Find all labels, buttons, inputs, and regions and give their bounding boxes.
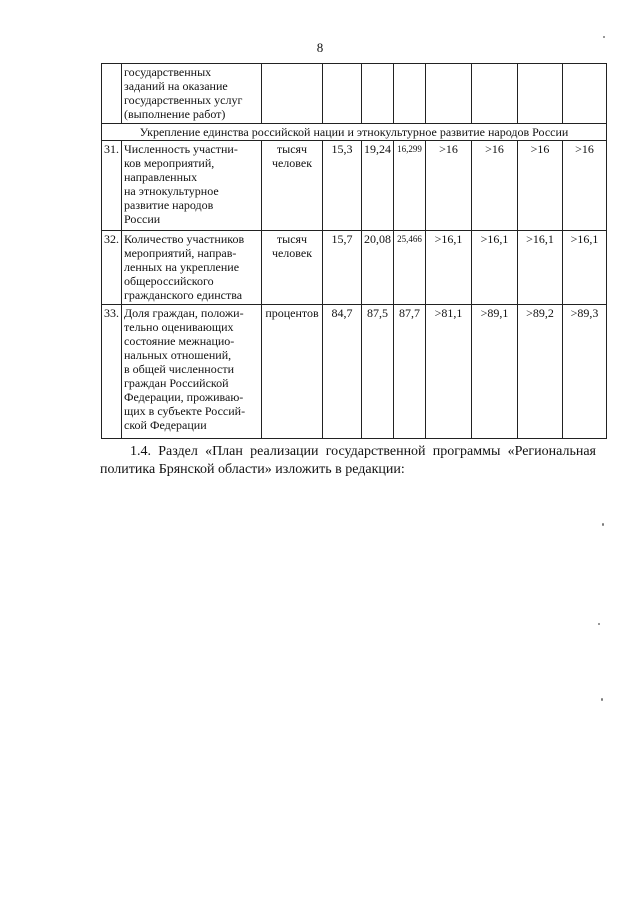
indicator-name-cell	[122, 141, 262, 231]
scan-speck	[601, 698, 603, 701]
value-cell: 15,3	[323, 141, 362, 231]
value-cell: 20,08	[362, 231, 394, 305]
value-cell	[323, 64, 362, 124]
name-line: развитие народов	[124, 198, 214, 212]
value-cell: 87,5	[362, 305, 394, 439]
row-number: 32.	[102, 231, 122, 305]
value-cell: >16,1	[518, 231, 563, 305]
name-line: гражданского единства	[124, 288, 243, 302]
value-cell: >81,1	[426, 305, 472, 439]
name-line: государственных услуг	[124, 93, 243, 107]
indicator-name-cell	[122, 64, 262, 124]
value-cell	[426, 64, 472, 124]
unit-line: тысяч	[276, 232, 308, 246]
name-line: заданий на оказание	[124, 79, 228, 93]
row-number: 33.	[102, 305, 122, 439]
unit-line: процентов	[265, 306, 319, 320]
unit-cell	[262, 64, 323, 124]
value-cell: >16	[563, 141, 607, 231]
unit-line: человек	[271, 246, 313, 260]
value-cell: >89,3	[563, 305, 607, 439]
indicators-table	[101, 63, 607, 439]
value-cell: 87,7	[394, 305, 426, 439]
name-line: граждан Российской	[124, 376, 229, 390]
value-cell: >16	[426, 141, 472, 231]
name-line: ков мероприятий,	[124, 156, 215, 170]
value-cell: >16	[472, 141, 518, 231]
name-line: на этнокультурное	[124, 184, 219, 198]
name-line: государственных	[124, 65, 212, 79]
name-line: нальных отношений,	[124, 348, 232, 362]
value-cell: >89,2	[518, 305, 563, 439]
value-cell	[394, 64, 426, 124]
name-line: Количество участников	[124, 232, 245, 246]
name-line: ленных на укрепление	[124, 260, 240, 274]
name-line: Доля граждан, положи-	[124, 306, 244, 320]
indicator-name-cell	[122, 305, 262, 439]
value-cell: >16,1	[563, 231, 607, 305]
table-row	[102, 231, 607, 305]
name-line: мероприятий, направ-	[124, 246, 237, 260]
value-cell	[563, 64, 607, 124]
value-cell: 16,299	[394, 141, 426, 231]
value-cell: >16	[518, 141, 563, 231]
table-row	[102, 141, 607, 231]
name-line: щих в субъекте Россий-	[124, 404, 246, 418]
value-cell: 15,7	[323, 231, 362, 305]
section-row	[102, 124, 607, 141]
value-cell	[472, 64, 518, 124]
table-row	[102, 305, 607, 439]
unit-line: тысяч	[276, 142, 308, 156]
scan-speck	[602, 523, 604, 526]
page-number: 8	[316, 40, 324, 55]
name-line: тельно оценивающих	[124, 320, 234, 334]
scan-speck	[598, 623, 600, 625]
unit-line: человек	[271, 156, 313, 170]
value-cell	[518, 64, 563, 124]
scan-speck	[603, 36, 605, 38]
row-number-cell	[102, 64, 122, 124]
table-row-continued	[102, 64, 607, 124]
value-cell: 19,24	[362, 141, 394, 231]
name-line: общероссийского	[124, 274, 214, 288]
value-cell: 84,7	[323, 305, 362, 439]
unit-cell	[262, 231, 323, 305]
name-line: ской Федерации	[124, 418, 207, 432]
section-title: Укрепление единства российской нации и этнокультурное развитие народов России	[102, 124, 607, 141]
name-line: России	[124, 212, 161, 226]
unit-cell	[262, 305, 323, 439]
name-line: Федерации, проживаю-	[124, 390, 244, 404]
name-line: Численность участни-	[124, 142, 238, 156]
value-cell: 25,466	[394, 231, 426, 305]
name-line: (выполнение работ)	[124, 107, 226, 121]
name-line: в общей численности	[124, 362, 234, 376]
value-cell	[362, 64, 394, 124]
row-number: 31.	[102, 141, 122, 231]
value-cell: >89,1	[472, 305, 518, 439]
value-cell: >16,1	[426, 231, 472, 305]
name-line: состояние межнацио-	[124, 334, 235, 348]
value-cell: >16,1	[472, 231, 518, 305]
unit-cell	[262, 141, 323, 231]
name-line: направленных	[124, 170, 198, 184]
indicator-name-cell	[122, 231, 262, 305]
amendment-paragraph: 1.4. Раздел «План реализации государственной программы «Региональная политика Брянской области» изложить в редакции:	[100, 444, 596, 477]
